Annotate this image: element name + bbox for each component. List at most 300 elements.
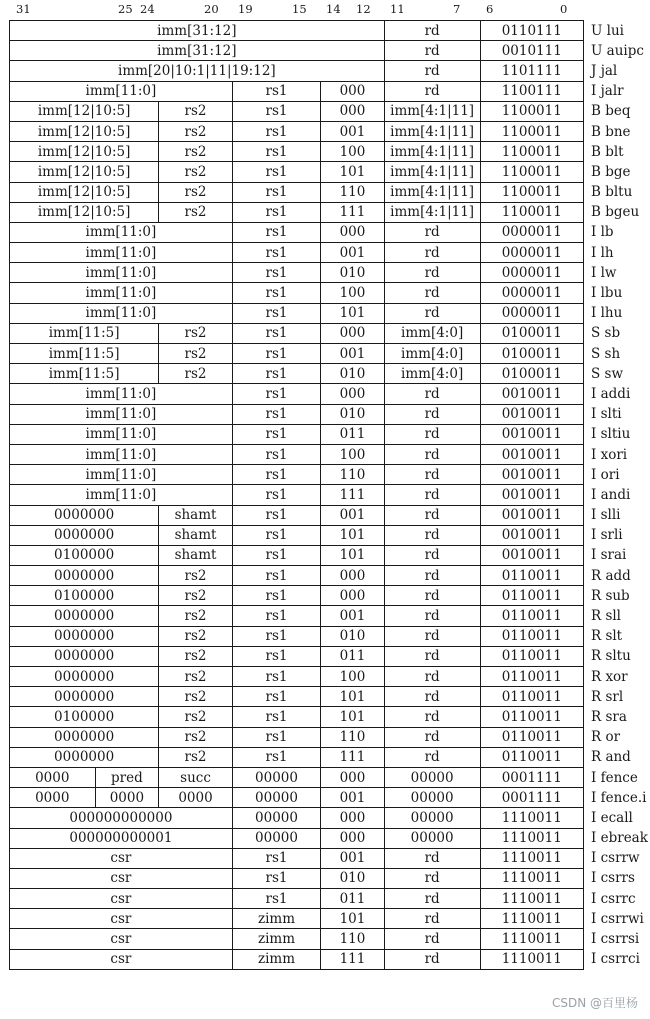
instruction-label — [583, 344, 649, 364]
field-cell: 1100011 — [480, 121, 583, 141]
instruction-type: S — [590, 365, 601, 382]
instruction-row — [10, 505, 650, 525]
instruction-name: csrrc — [600, 890, 636, 907]
instruction-name: csrrci — [600, 951, 640, 968]
field-cell: csr — [10, 949, 233, 969]
field-cell: imm[11:0] — [10, 384, 233, 404]
instruction-label — [583, 81, 649, 101]
field-cell: rd — [384, 707, 480, 727]
field-cell: rs1 — [232, 707, 320, 727]
instruction-row — [10, 404, 650, 424]
field-cell: 1110011 — [480, 909, 583, 929]
field-cell: 000 — [321, 586, 385, 606]
instruction-row — [10, 323, 650, 343]
field-cell: 101 — [321, 525, 385, 545]
instruction-row — [10, 929, 650, 949]
field-cell: csr — [10, 909, 233, 929]
instruction-row — [10, 222, 650, 242]
field-cell: 001 — [321, 848, 385, 868]
bit-label: 11 — [390, 2, 405, 16]
instruction-label — [583, 949, 649, 969]
field-cell: rs1 — [232, 727, 320, 747]
instruction-type: B — [590, 163, 601, 180]
instruction-type: S — [590, 325, 601, 342]
instruction-name: lb — [600, 224, 614, 241]
instruction-label — [583, 444, 649, 464]
field-cell: 000 — [321, 384, 385, 404]
field-cell: imm[11:0] — [10, 222, 233, 242]
field-cell: 001 — [321, 788, 385, 808]
instruction-type: I — [590, 264, 597, 281]
instruction-name: csrrw — [600, 850, 640, 867]
field-cell: 010 — [321, 263, 385, 283]
instruction-label — [583, 767, 649, 787]
instruction-name: auipc — [606, 42, 644, 59]
field-cell: rs1 — [232, 747, 320, 767]
instruction-row — [10, 21, 650, 41]
instruction-row — [10, 646, 650, 666]
field-cell: 000000000001 — [10, 828, 233, 848]
field-cell: 110 — [321, 465, 385, 485]
field-cell: 110 — [321, 727, 385, 747]
field-cell: 1101111 — [480, 61, 583, 81]
field-cell: imm[11:5] — [10, 323, 159, 343]
instruction-name: lw — [600, 264, 617, 281]
instruction-type: B — [590, 103, 601, 120]
field-cell: imm[11:5] — [10, 364, 159, 384]
field-cell: 010 — [321, 364, 385, 384]
instruction-row — [10, 828, 650, 848]
field-cell: rs1 — [232, 384, 320, 404]
field-cell: 000 — [321, 222, 385, 242]
field-cell: imm[11:0] — [10, 444, 233, 464]
field-cell: imm[11:5] — [10, 344, 159, 364]
field-cell: rs1 — [232, 303, 320, 323]
field-cell: 0000000 — [10, 525, 159, 545]
field-cell: imm[4:1|11] — [384, 162, 480, 182]
field-cell: 0000000 — [10, 747, 159, 767]
field-cell: 00000 — [384, 808, 480, 828]
field-cell: 0010011 — [480, 465, 583, 485]
instruction-name: ebreak — [600, 830, 648, 847]
field-cell: 0010111 — [480, 41, 583, 61]
instruction-type: R — [590, 628, 602, 645]
field-cell: rd — [384, 424, 480, 444]
field-cell: 110 — [321, 929, 385, 949]
field-cell: 1100011 — [480, 202, 583, 222]
instruction-type: I — [590, 244, 597, 261]
field-cell: rs1 — [232, 344, 320, 364]
field-cell: 100 — [321, 283, 385, 303]
field-cell: rs1 — [232, 81, 320, 101]
field-cell: imm[11:0] — [10, 283, 233, 303]
instruction-label — [583, 788, 649, 808]
instruction-label — [583, 485, 649, 505]
instruction-row — [10, 364, 650, 384]
instruction-name: beq — [605, 103, 631, 120]
field-cell: 000 — [321, 566, 385, 586]
instruction-type: I — [590, 850, 597, 867]
field-cell: rd — [384, 868, 480, 888]
instruction-name: fence.i — [600, 789, 647, 806]
field-cell: 010 — [321, 404, 385, 424]
field-cell: 0000000 — [10, 727, 159, 747]
instruction-row — [10, 384, 650, 404]
instruction-type: I — [590, 870, 597, 887]
bit-label: 7 — [453, 2, 461, 16]
instruction-row — [10, 545, 650, 565]
field-cell: 00000 — [384, 828, 480, 848]
field-cell: rd — [384, 727, 480, 747]
instruction-label — [583, 545, 649, 565]
field-cell: 110 — [321, 182, 385, 202]
instruction-type: I — [590, 527, 597, 544]
field-cell: 0100000 — [10, 586, 159, 606]
field-cell: 00000 — [232, 767, 320, 787]
field-cell: imm[4:1|11] — [384, 121, 480, 141]
field-cell: 101 — [321, 162, 385, 182]
field-cell: 0110011 — [480, 586, 583, 606]
field-cell: rd — [384, 303, 480, 323]
field-cell: 0000011 — [480, 222, 583, 242]
field-cell: 0100011 — [480, 344, 583, 364]
field-cell: rs1 — [232, 525, 320, 545]
instruction-type: I — [590, 305, 597, 322]
field-cell: rd — [384, 404, 480, 424]
field-cell: rd — [384, 646, 480, 666]
instruction-label — [583, 929, 649, 949]
instruction-label — [583, 646, 649, 666]
field-cell: 1100011 — [480, 142, 583, 162]
instruction-label — [583, 182, 649, 202]
field-cell: imm[11:0] — [10, 465, 233, 485]
field-cell: imm[12|10:5] — [10, 142, 159, 162]
field-cell: 0110011 — [480, 626, 583, 646]
instruction-label — [583, 868, 649, 888]
field-cell: 0000011 — [480, 283, 583, 303]
field-cell: rs2 — [159, 687, 233, 707]
instruction-type: I — [590, 951, 597, 968]
field-cell: imm[4:1|11] — [384, 182, 480, 202]
instruction-row — [10, 444, 650, 464]
field-cell: rd — [384, 263, 480, 283]
field-cell: 0000000 — [10, 687, 159, 707]
instruction-label — [583, 525, 649, 545]
field-cell: 100 — [321, 444, 385, 464]
field-cell: imm[12|10:5] — [10, 121, 159, 141]
field-cell: zimm — [232, 949, 320, 969]
instruction-name: jalr — [600, 83, 624, 100]
field-cell: rs1 — [232, 667, 320, 687]
instruction-label — [583, 404, 649, 424]
instruction-type: S — [590, 345, 601, 362]
field-cell: rd — [384, 667, 480, 687]
instruction-row — [10, 949, 650, 969]
field-cell: 001 — [321, 121, 385, 141]
field-cell: 0000000 — [10, 505, 159, 525]
field-cell: 100 — [321, 667, 385, 687]
instruction-type: U — [590, 22, 603, 39]
field-cell: 1110011 — [480, 808, 583, 828]
instruction-type: R — [590, 587, 602, 604]
field-cell: 0001111 — [480, 767, 583, 787]
instruction-name: slti — [600, 406, 622, 423]
instruction-label — [583, 364, 649, 384]
field-cell: 000 — [321, 101, 385, 121]
field-cell: 1100111 — [480, 81, 583, 101]
instruction-name: addi — [600, 385, 631, 402]
field-cell: rd — [384, 889, 480, 909]
field-cell: rs1 — [232, 485, 320, 505]
field-cell: rd — [384, 929, 480, 949]
instruction-row — [10, 889, 650, 909]
instruction-row — [10, 586, 650, 606]
field-cell: 0010011 — [480, 384, 583, 404]
field-cell: rd — [384, 545, 480, 565]
instruction-type: R — [590, 668, 602, 685]
field-cell: 1110011 — [480, 848, 583, 868]
field-cell: 0000000 — [10, 626, 159, 646]
field-cell: 0110011 — [480, 667, 583, 687]
instruction-name: csrrsi — [600, 931, 640, 948]
instruction-label — [583, 263, 649, 283]
field-cell: imm[11:0] — [10, 424, 233, 444]
instruction-type: I — [590, 507, 597, 524]
bit-label: 20 — [204, 2, 219, 16]
field-cell: 000 — [321, 323, 385, 343]
field-cell: rs2 — [159, 182, 233, 202]
instruction-type: B — [590, 143, 601, 160]
instruction-type: I — [590, 910, 597, 927]
field-cell: 011 — [321, 889, 385, 909]
field-cell: rd — [384, 848, 480, 868]
field-cell: imm[31:12] — [10, 41, 385, 61]
field-cell: 0010011 — [480, 505, 583, 525]
instruction-label — [583, 667, 649, 687]
field-cell: 00000 — [384, 788, 480, 808]
field-cell: 000000000000 — [10, 808, 233, 828]
field-cell: 0100000 — [10, 545, 159, 565]
instruction-label — [583, 424, 649, 444]
field-cell: rs2 — [159, 202, 233, 222]
instruction-type: I — [590, 547, 597, 564]
field-cell: 0110011 — [480, 566, 583, 586]
field-cell: imm[12|10:5] — [10, 101, 159, 121]
instruction-row — [10, 263, 650, 283]
field-cell: 0110011 — [480, 606, 583, 626]
field-cell: rd — [384, 566, 480, 586]
field-cell: 0110111 — [480, 21, 583, 41]
bit-label: 12 — [356, 2, 371, 16]
field-cell: rd — [384, 222, 480, 242]
bit-label: 24 — [140, 2, 155, 16]
bit-label: 25 — [118, 2, 133, 16]
field-cell: 0100011 — [480, 364, 583, 384]
instruction-row — [10, 687, 650, 707]
field-cell: rs1 — [232, 848, 320, 868]
field-cell: 1110011 — [480, 929, 583, 949]
field-cell: imm[4:1|11] — [384, 101, 480, 121]
field-cell: rd — [384, 283, 480, 303]
instruction-type: I — [590, 769, 597, 786]
instruction-name: jal — [600, 62, 618, 79]
instruction-label — [583, 202, 649, 222]
field-cell: imm[12|10:5] — [10, 182, 159, 202]
instruction-type: R — [590, 688, 602, 705]
field-cell: 0000 — [10, 788, 96, 808]
instruction-row — [10, 81, 650, 101]
field-cell: rs2 — [159, 747, 233, 767]
watermark: CSDN @百里杨 — [551, 996, 638, 1010]
field-cell: 1100011 — [480, 162, 583, 182]
field-cell: rs2 — [159, 707, 233, 727]
instruction-type: I — [590, 83, 597, 100]
field-cell: 0010011 — [480, 444, 583, 464]
field-cell: imm[12|10:5] — [10, 202, 159, 222]
instruction-row — [10, 566, 650, 586]
instruction-row — [10, 202, 650, 222]
field-cell: rs1 — [232, 586, 320, 606]
instruction-name: csrrs — [600, 870, 635, 887]
instruction-type: I — [590, 890, 597, 907]
field-cell: rd — [384, 687, 480, 707]
instruction-name: slt — [605, 628, 623, 645]
bit-position-header — [0, 2, 600, 22]
field-cell: rd — [384, 444, 480, 464]
instruction-label — [583, 243, 649, 263]
field-cell: 1100011 — [480, 101, 583, 121]
field-cell: imm[31:12] — [10, 21, 385, 41]
field-cell: 111 — [321, 202, 385, 222]
bit-label: 0 — [560, 2, 568, 16]
field-cell: rs1 — [232, 202, 320, 222]
instruction-label — [583, 21, 649, 41]
instruction-name: blt — [605, 143, 624, 160]
instruction-label — [583, 323, 649, 343]
field-cell: imm[11:0] — [10, 81, 233, 101]
field-cell: 0100000 — [10, 707, 159, 727]
instruction-name: bgeu — [605, 204, 640, 221]
field-cell: rs2 — [159, 626, 233, 646]
field-cell: 0000000 — [10, 646, 159, 666]
instruction-name: sh — [604, 345, 621, 362]
instruction-name: srli — [600, 527, 623, 544]
field-cell: imm[4:0] — [384, 323, 480, 343]
field-cell: 1110011 — [480, 868, 583, 888]
instruction-name: lh — [600, 244, 614, 261]
instruction-label — [583, 687, 649, 707]
instruction-label — [583, 586, 649, 606]
field-cell: csr — [10, 848, 233, 868]
instruction-type: R — [590, 608, 602, 625]
instruction-type: U — [590, 42, 603, 59]
instruction-row — [10, 182, 650, 202]
field-cell: rs2 — [159, 727, 233, 747]
field-cell: rs2 — [159, 142, 233, 162]
instruction-row — [10, 868, 650, 888]
field-cell: rd — [384, 586, 480, 606]
instruction-row — [10, 525, 650, 545]
field-cell: 0000011 — [480, 243, 583, 263]
instruction-type: I — [590, 466, 597, 483]
field-cell: rd — [384, 81, 480, 101]
instruction-name: sub — [605, 587, 630, 604]
field-cell: imm[20|10:1|11|19:12] — [10, 61, 385, 81]
instruction-label — [583, 121, 649, 141]
instruction-row — [10, 283, 650, 303]
instruction-row — [10, 41, 650, 61]
instruction-label — [583, 303, 649, 323]
field-cell: rs2 — [159, 586, 233, 606]
bit-label: 6 — [486, 2, 494, 16]
field-cell: 111 — [321, 485, 385, 505]
instruction-label — [583, 61, 649, 81]
field-cell: rs2 — [159, 323, 233, 343]
instruction-type: I — [590, 385, 597, 402]
field-cell: rs1 — [232, 404, 320, 424]
instruction-row — [10, 808, 650, 828]
field-cell: 0000011 — [480, 263, 583, 283]
field-cell: rs1 — [232, 243, 320, 263]
field-cell: rs1 — [232, 323, 320, 343]
instruction-label — [583, 707, 649, 727]
field-cell: 1110011 — [480, 949, 583, 969]
instruction-name: lbu — [600, 285, 623, 302]
instruction-name: bge — [605, 163, 631, 180]
field-cell: 0010011 — [480, 545, 583, 565]
field-cell: 0110011 — [480, 646, 583, 666]
field-cell: zimm — [232, 909, 320, 929]
instruction-label — [583, 808, 649, 828]
field-cell: 011 — [321, 424, 385, 444]
field-cell: imm[4:0] — [384, 364, 480, 384]
field-cell: 001 — [321, 243, 385, 263]
field-cell: rs1 — [232, 142, 320, 162]
field-cell: rs2 — [159, 606, 233, 626]
field-cell: rd — [384, 61, 480, 81]
field-cell: 111 — [321, 747, 385, 767]
instruction-row — [10, 626, 650, 646]
field-cell: 0000000 — [10, 566, 159, 586]
instruction-type: I — [590, 486, 597, 503]
field-cell: rs1 — [232, 626, 320, 646]
instruction-name: xori — [600, 446, 628, 463]
field-cell: csr — [10, 889, 233, 909]
instruction-name: ori — [600, 466, 620, 483]
field-cell: 000 — [321, 767, 385, 787]
instruction-name: lui — [606, 22, 624, 39]
field-cell: rs1 — [232, 545, 320, 565]
instruction-name: sltiu — [600, 426, 631, 443]
instruction-label — [583, 465, 649, 485]
instruction-type: I — [590, 406, 597, 423]
field-cell: rd — [384, 21, 480, 41]
field-cell: 001 — [321, 606, 385, 626]
instruction-row — [10, 142, 650, 162]
instruction-type: I — [590, 426, 597, 443]
field-cell: rs1 — [232, 283, 320, 303]
instruction-name: srai — [600, 547, 627, 564]
instruction-type: B — [590, 123, 601, 140]
field-cell: 101 — [321, 545, 385, 565]
instruction-row — [10, 243, 650, 263]
instruction-type: R — [590, 648, 602, 665]
field-cell: succ — [159, 767, 233, 787]
field-cell: 1100011 — [480, 182, 583, 202]
field-cell: 0000 — [95, 788, 159, 808]
instruction-label — [583, 889, 649, 909]
instruction-type: I — [590, 830, 597, 847]
